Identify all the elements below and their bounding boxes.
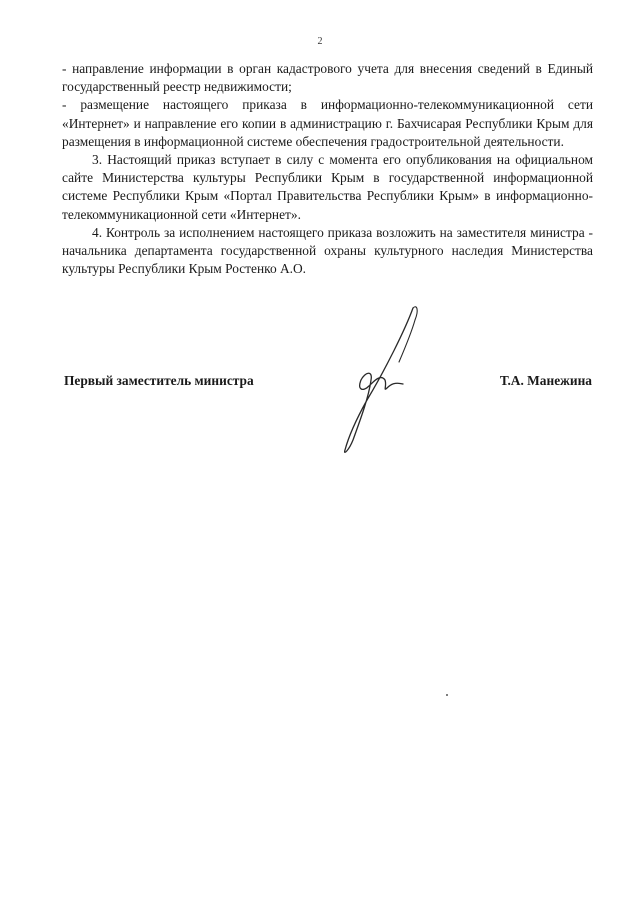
stray-mark [446,694,448,696]
paragraph-control: 4. Контроль за исполнением настоящего приказа возложить на заместителя министра - начальника департамента государственной охраны культурного наследия Министерства культуры Республики Крым Ростенко А.О. [62,224,593,277]
signatory-position: Первый заместитель министра [64,373,254,388]
handwritten-signature [325,300,435,460]
document-body [62,60,593,278]
paragraph-effective-date: 3. Настоящий приказ вступает в силу с момента его опубликования на официальном сайте Министерства культуры Республики Крым в государственной информационной системе Республики Крым «Портал Правительства Республики Крым» в информационно-телекоммуникационной сети «Интернет». [62,152,593,222]
paragraph-cadastral-info: - направление информации в орган кадастрового учета для внесения сведений в Единый государственный реестр недвижимости; [62,61,593,95]
paragraph-internet-publication: - размещение настоящего приказа в информационно-телекоммуникационной сети «Интернет» и направление его копии в администрацию г. Бахчисарая Республики Крым для размещения в информационной системе обеспечения градостроительной деятельности. [62,97,593,149]
page-number: 2 [317,36,323,47]
signatory-name: Т.А. Манежина [499,373,592,388]
